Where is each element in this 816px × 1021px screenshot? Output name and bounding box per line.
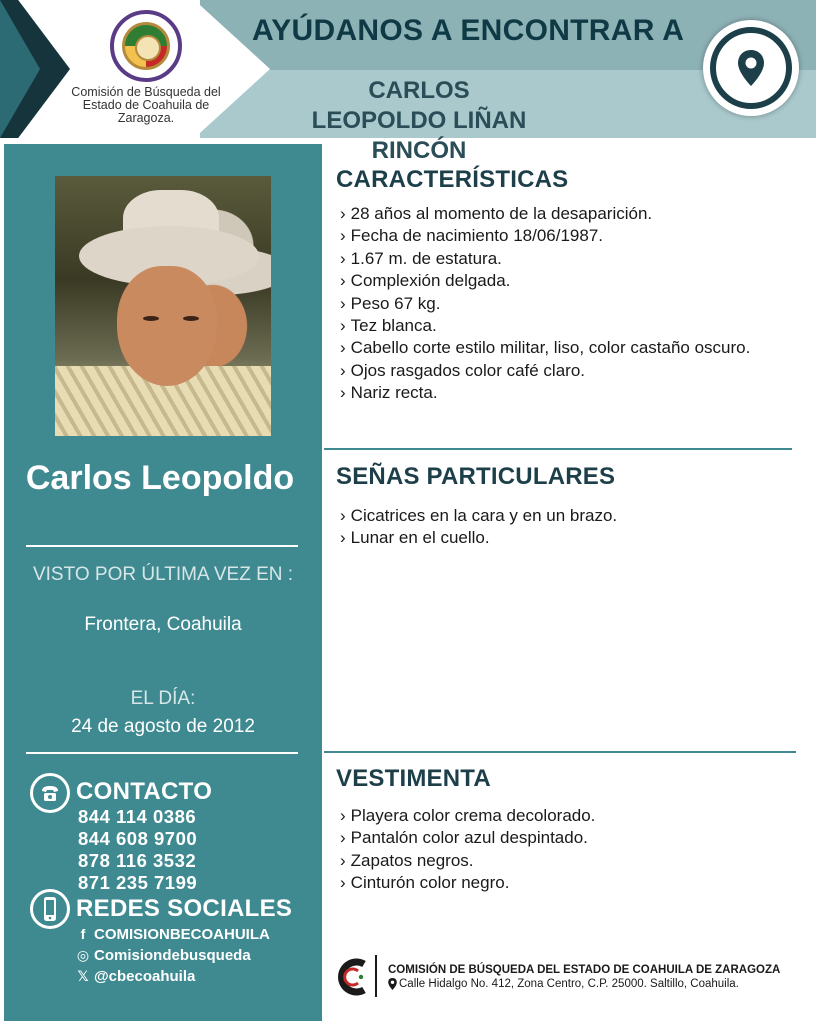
- list-item: › 1.67 m. de estatura.: [340, 248, 502, 268]
- org-name: Comisión de Búsqueda del Estado de Coahuila de Zaragoza.: [71, 85, 221, 125]
- social-handle: COMISIONBECOAHUILA: [94, 926, 270, 943]
- social-handle: Comisiondebusqueda: [94, 947, 251, 964]
- social-facebook[interactable]: [76, 924, 270, 945]
- divider: [26, 752, 298, 754]
- social-handle: @cbecoahuila: [94, 968, 196, 985]
- marks-heading: SEÑAS PARTICULARES: [336, 463, 616, 490]
- phone-icon: [30, 773, 70, 813]
- missing-person-photo: [55, 176, 271, 436]
- footer-address: Calle Hidalgo No. 412, Zona Centro, C.P. 25000. Saltillo, Coahuila.: [388, 978, 739, 990]
- footer-divider: [375, 955, 377, 997]
- features-list: [340, 203, 760, 405]
- location-pin-icon: [388, 978, 397, 990]
- location-pin-icon: [703, 20, 799, 116]
- divider: [26, 545, 298, 547]
- list-item: › Lunar en el cuello.: [340, 528, 490, 548]
- list-item: › Complexión delgada.: [340, 271, 511, 291]
- phone-number: 844 608 9700: [78, 828, 198, 849]
- list-item: › Peso 67 kg.: [340, 293, 441, 313]
- section-divider: [324, 448, 792, 450]
- instagram-icon: ◎: [76, 947, 90, 963]
- list-item: › Cinturón color negro.: [340, 873, 510, 893]
- last-seen-label: VISTO POR ÚLTIMA VEZ EN :: [32, 564, 294, 585]
- phone-number: 871 235 7199: [78, 872, 198, 893]
- phone-number: 878 116 3532: [78, 850, 197, 871]
- mobile-icon: [30, 889, 70, 929]
- state-seal-logo: [110, 10, 182, 82]
- marks-list: [340, 505, 780, 550]
- list-item: › Playera color crema decolorado.: [340, 806, 596, 825]
- clothing-heading: VESTIMENTA: [336, 765, 491, 792]
- missing-person-full-name: CARLOS LEOPOLDO LIÑAN RINCÓN: [311, 77, 527, 164]
- social-x[interactable]: [76, 966, 270, 987]
- last-seen-place: Frontera, Coahuila: [84, 614, 242, 635]
- list-item: › Fecha de nacimiento 18/06/1987.: [340, 226, 604, 246]
- contact-heading: CONTACTO: [76, 778, 213, 805]
- phone-list: [78, 806, 197, 894]
- list-item: › Nariz recta.: [340, 383, 438, 403]
- footer-org-name: COMISIÓN DE BÚSQUEDA DEL ESTADO DE COAHUILA DE ZARAGOZA: [388, 964, 781, 976]
- phone-number: 844 114 0386: [78, 806, 197, 827]
- section-divider: [324, 751, 796, 753]
- list-item: › Ojos rasgados color café claro.: [340, 360, 586, 380]
- date-value: 24 de agosto de 2012: [71, 716, 255, 737]
- first-name: Carlos Leopoldo: [25, 459, 295, 497]
- social-heading: REDES SOCIALES: [76, 895, 293, 922]
- facebook-icon: f: [80, 926, 86, 942]
- list-item: › Cicatrices en la cara y en un brazo.: [340, 506, 618, 525]
- x-icon: 𝕏: [77, 968, 89, 984]
- commission-logo-icon: [334, 958, 368, 996]
- list-item: › Cabello corte estilo militar, liso, color castaño oscuro.: [340, 338, 751, 358]
- social-instagram[interactable]: [76, 945, 270, 966]
- list-item: › Pantalón color azul despintado.: [340, 828, 588, 848]
- social-list: [76, 924, 270, 987]
- list-item: › Tez blanca.: [340, 316, 437, 336]
- list-item: › Zapatos negros.: [340, 850, 474, 870]
- features-heading: CARACTERÍSTICAS: [336, 166, 569, 193]
- poster-title: AYÚDANOS A ENCONTRAR A: [252, 14, 685, 47]
- list-item: › 28 años al momento de la desaparición.: [340, 204, 653, 223]
- clothing-list: [340, 805, 780, 895]
- date-label: EL DÍA:: [130, 688, 196, 709]
